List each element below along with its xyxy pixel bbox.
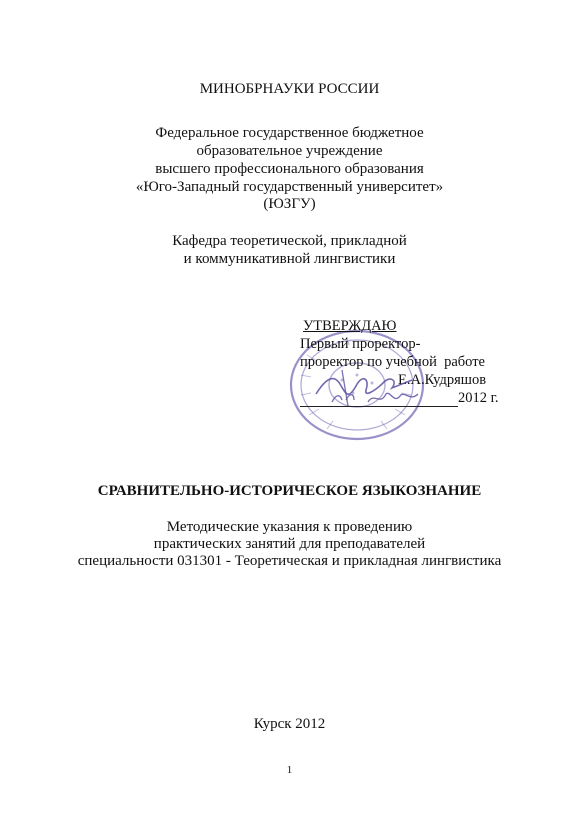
- institution-abbrev: (ЮЗГУ): [263, 196, 316, 212]
- approval-position-line-2: проректор по учебной работе: [300, 354, 485, 370]
- ministry-name: МИНОБРНАУКИ РОССИИ: [199, 81, 380, 97]
- approval-name: Е.А.Кудряшов: [398, 372, 487, 388]
- subtitle-line-2: практических занятий для преподавателей: [153, 536, 426, 552]
- institution-line-2: образовательное учреждение: [196, 143, 383, 159]
- approval-date-suffix: 2012 г.: [458, 390, 499, 406]
- document-title: СРАВНИТЕЛЬНО-ИСТОРИЧЕСКОЕ ЯЗЫКОЗНАНИЕ: [97, 483, 482, 499]
- department-line-1: Кафедра теоретической, прикладной: [172, 233, 407, 249]
- subtitle-line-1: Методические указания к проведению: [166, 519, 413, 535]
- page-number: 1: [286, 764, 293, 776]
- approval-heading: УТВЕРЖДАЮ: [303, 318, 397, 334]
- department-line-2: и коммуникативной лингвистики: [183, 251, 396, 267]
- institution-line-4: «Юго-Западный государственный университет»: [135, 179, 444, 195]
- city-year: Курск 2012: [253, 716, 326, 732]
- handwritten-date-icon: [328, 380, 423, 410]
- institution-line-1: Федеральное государственное бюджетное: [155, 125, 424, 141]
- approval-position-line-1: Первый проректор-: [300, 336, 421, 352]
- subtitle-line-3: специальности 031301 - Теоретическая и прикладная лингвистика: [77, 553, 502, 569]
- institution-line-3: высшего профессионального образования: [155, 161, 424, 177]
